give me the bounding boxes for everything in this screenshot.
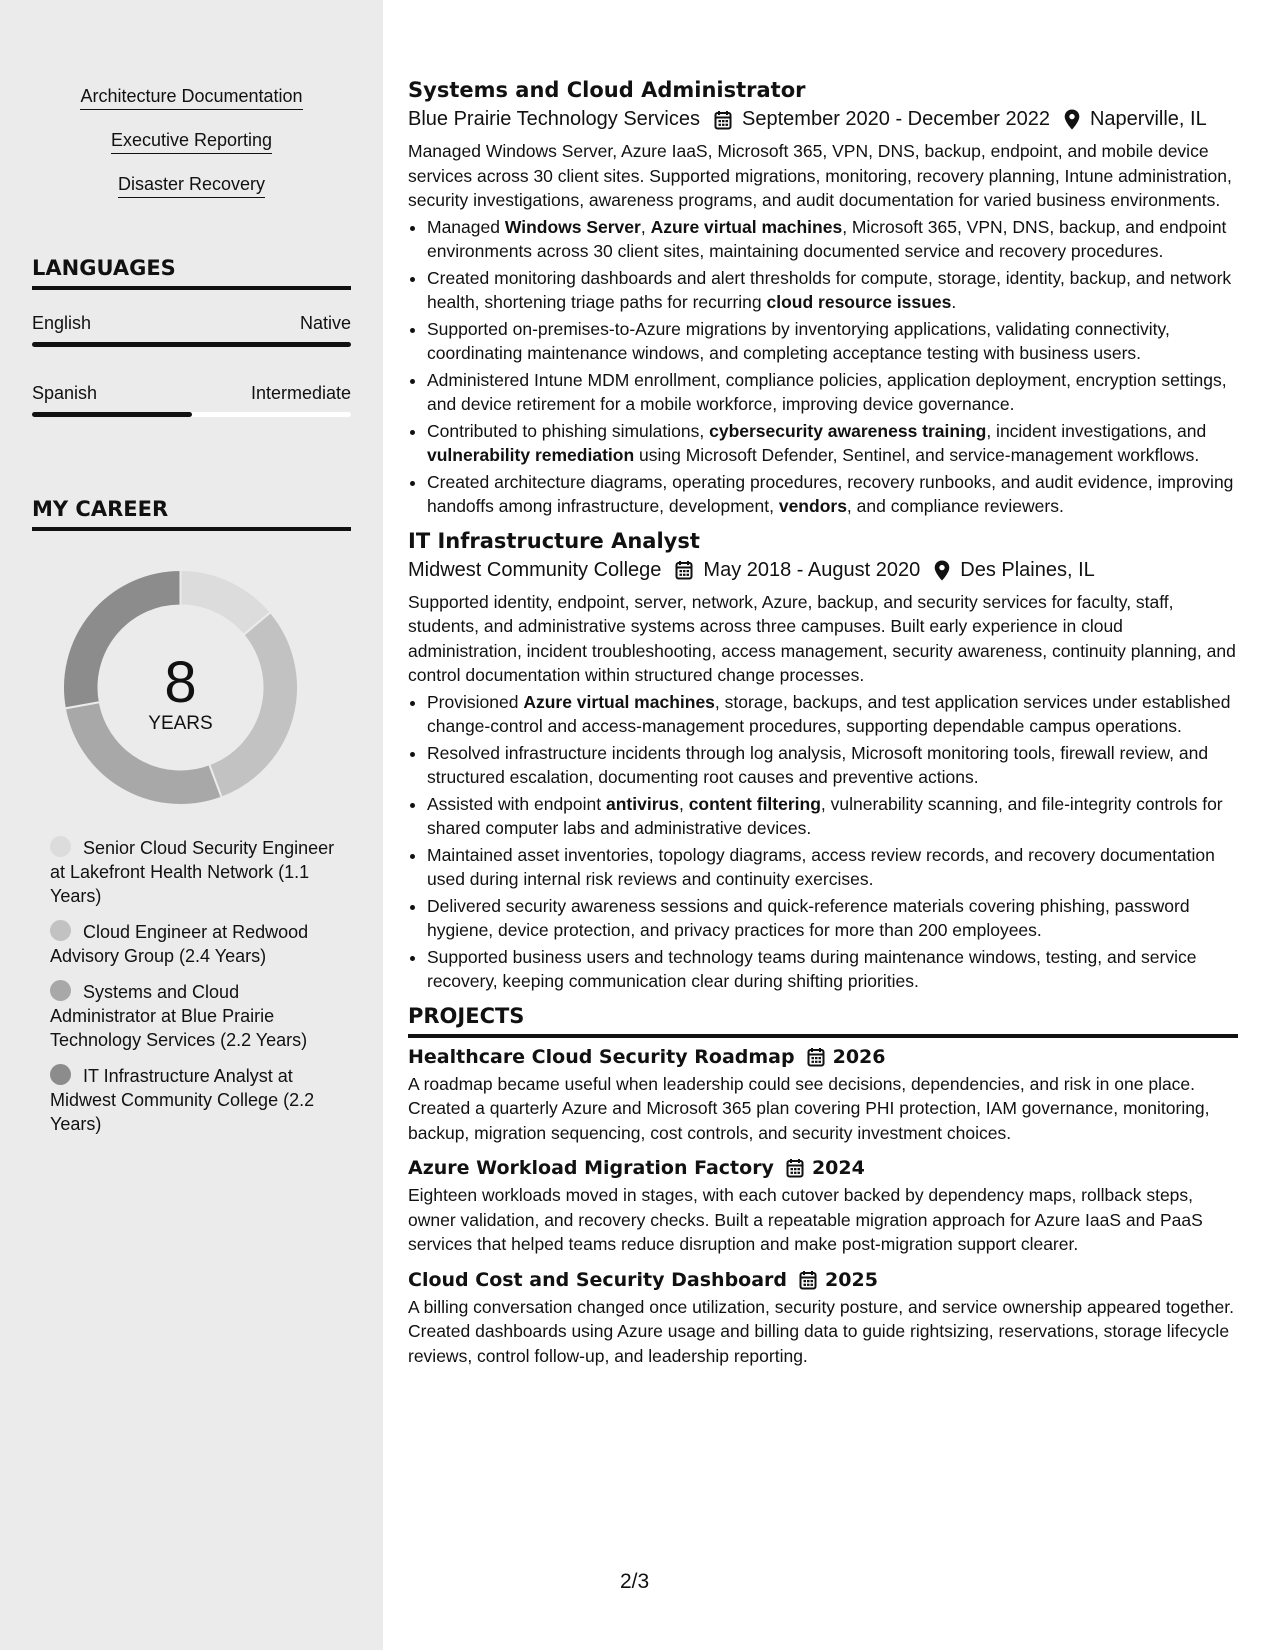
job-summary: Supported identity, endpoint, server, network, Azure, backup, and security services for faculty, staff, students, and administrative systems across three campuses. Built early experience in cloud administration, incident troubleshooting, access management, security awareness, continuity planning, and control documentation within structured change processes. <box>408 591 1236 685</box>
job-bullet: • Supported on-premises-to-Azure migrations by inventorying applications, validating connectivity, coordinating maintenance windows, and completing acceptance testing with business users. <box>427 317 1238 366</box>
calendar-icon <box>799 1270 817 1290</box>
language-level: Intermediate <box>250 383 351 403</box>
project-header <box>408 1046 1238 1068</box>
language-bar <box>32 412 351 417</box>
project-title: Healthcare Cloud Security Roadmap <box>408 1045 795 1068</box>
skill-item: Disaster Recovery <box>118 174 265 198</box>
project-description: Eighteen workloads moved in stages, with each cutover backed by dependency maps, rollback steps, owner validation, and recovery checks. Built a repeatable migration approach for Azure IaaS and PaaS services that helped teams reduce disruption and make post-migration support clearer. <box>408 1185 1203 1254</box>
career-legend-item <box>50 836 340 908</box>
project-title: Cloud Cost and Security Dashboard <box>408 1268 788 1291</box>
legend-dot <box>50 980 71 1001</box>
calendar-icon <box>807 1047 825 1067</box>
job-entry <box>408 529 1238 994</box>
legend-dot <box>50 1064 71 1085</box>
job-bullet: • Assisted with endpoint antivirus, content filtering, vulnerability scanning, and file-integrity controls for shared computer labs and administrative devices. <box>427 792 1238 841</box>
language-bar-fill <box>32 412 192 417</box>
career-legend-item <box>50 920 340 968</box>
project-year: 2026 <box>832 1045 886 1068</box>
calendar-icon <box>675 560 693 580</box>
projects-heading: PROJECTS <box>408 1004 1238 1038</box>
career-legend-item <box>50 1064 340 1136</box>
job-bullets <box>408 215 1238 519</box>
project-header <box>408 1157 1238 1179</box>
career-legend-label: IT Infrastructure Analyst at Midwest Community College (2.2 Years) <box>50 1066 315 1134</box>
project-entry <box>408 1269 1238 1369</box>
career-legend-label: Senior Cloud Security Engineer at Lakefront Health Network (1.1 Years) <box>50 838 335 906</box>
job-meta <box>408 108 1238 131</box>
legend-dot <box>50 920 71 941</box>
job-summary: Managed Windows Server, Azure IaaS, Microsoft 365, VPN, DNS, backup, endpoint, and mobile device services across 30 client sites. Supported migrations, monitoring, recovery planning, Intune administration, security investigations, awareness programs, and audit documentation for varied business environments. <box>408 141 1232 210</box>
job-location: Des Plaines, IL <box>960 558 1095 581</box>
career-heading: MY CAREER <box>32 497 351 531</box>
job-bullet: • Managed Windows Server, Azure virtual machines, Microsoft 365, VPN, DNS, backup, and endpoint environments across 30 client sites, maintaining documented service and recovery procedures. <box>427 215 1238 264</box>
languages-heading: LANGUAGES <box>32 256 351 290</box>
project-header <box>408 1269 1238 1291</box>
job-dates: September 2020 - December 2022 <box>742 108 1050 130</box>
language-bar <box>32 342 351 347</box>
language-name: Spanish <box>32 383 98 403</box>
job-bullet: • Administered Intune MDM enrollment, compliance policies, application deployment, encryption settings, and device retirement for a mobile workforce, improving device governance. <box>427 368 1238 417</box>
job-bullet: • Contributed to phishing simulations, cybersecurity awareness training, incident investigations, and vulnerability remediation using Microsoft Defender, Sentinel, and service-management workflows. <box>427 419 1238 468</box>
map-pin-icon <box>934 560 950 581</box>
language-bar-fill <box>32 342 351 347</box>
career-unit: YEARS <box>148 713 213 734</box>
job-title: Systems and Cloud Administrator <box>408 78 806 102</box>
project-entry <box>408 1157 1238 1257</box>
page-number: 2/3 <box>620 1570 650 1593</box>
main-content <box>408 78 1238 1380</box>
career-legend <box>50 836 340 1148</box>
job-dates: May 2018 - August 2020 <box>703 558 921 581</box>
donut-segment <box>63 570 181 708</box>
career-legend-label: Cloud Engineer at Redwood Advisory Group (2.4 Years) <box>50 922 309 966</box>
project-year: 2025 <box>825 1268 878 1291</box>
language-english <box>32 313 351 347</box>
job-bullet: • Maintained asset inventories, topology diagrams, access review records, and recovery documentation used during internal risk reviews and continuity exercises. <box>427 843 1238 892</box>
career-total: 8 <box>164 650 197 715</box>
project-entry <box>408 1046 1238 1146</box>
project-year: 2024 <box>811 1157 865 1179</box>
map-pin-icon <box>1064 109 1080 130</box>
calendar-icon <box>786 1158 804 1178</box>
career-legend-label: Systems and Cloud Administrator at Blue Prairie Technology Services (2.2 Years) <box>50 982 308 1050</box>
career-donut-chart <box>63 570 298 805</box>
skill-item: Architecture Documentation <box>80 86 302 110</box>
job-bullet: • Provisioned Azure virtual machines, storage, backups, and test application services under established change-control and access-management procedures, supporting dependable campus operations. <box>427 690 1238 739</box>
job-company: Blue Prairie Technology Services <box>408 108 701 130</box>
sidebar <box>0 0 383 1650</box>
language-level: Native <box>299 313 351 333</box>
calendar-icon <box>714 110 732 130</box>
job-bullet: • Resolved infrastructure incidents through log analysis, Microsoft monitoring tools, firewall review, and structured escalation, documenting root causes and preventive actions. <box>427 741 1238 790</box>
donut-segment <box>209 612 298 797</box>
project-title: Azure Workload Migration Factory <box>408 1157 774 1179</box>
skills-list <box>0 86 383 218</box>
skill-item: Executive Reporting <box>111 130 272 154</box>
job-bullet: • Created architecture diagrams, operating procedures, recovery runbooks, and audit evidence, improving handoffs among infrastructure, development, vendors, and compliance reviewers. <box>427 470 1238 519</box>
job-bullet: • Created monitoring dashboards and alert thresholds for compute, storage, identity, backup, and network health, shortening triage paths for recurring cloud resource issues. <box>427 266 1238 315</box>
job-location: Naperville, IL <box>1089 108 1207 130</box>
language-name: English <box>32 313 92 333</box>
career-legend-item <box>50 980 340 1052</box>
job-bullet: • Delivered security awareness sessions and quick-reference materials covering phishing, password hygiene, device protection, and privacy practices for more than 200 employees. <box>427 894 1238 943</box>
job-company: Midwest Community College <box>408 558 662 581</box>
project-description: A billing conversation changed once utilization, security posture, and service ownership appeared together. Created dashboards using Azure usage and billing data to guide rightsizing, reservations, storage lifecycle reviews, control follow-up, and leadership reporting. <box>408 1296 1234 1366</box>
job-meta <box>408 559 1238 582</box>
project-description: A roadmap became useful when leadership could see decisions, dependencies, and risk in one place. Created a quarterly Azure and Microsoft 365 plan covering PHI protection, IAM governance, monitoring, backup, migration sequencing, cost controls, and security investment choices. <box>408 1073 1210 1143</box>
legend-dot <box>50 836 71 857</box>
job-bullets <box>408 690 1238 994</box>
job-bullet: • Supported business users and technology teams during maintenance windows, testing, and service recovery, keeping communication clear during shifting priorities. <box>427 945 1238 994</box>
job-title: IT Infrastructure Analyst <box>408 528 700 553</box>
job-entry <box>408 78 1238 519</box>
language-spanish <box>32 383 351 417</box>
